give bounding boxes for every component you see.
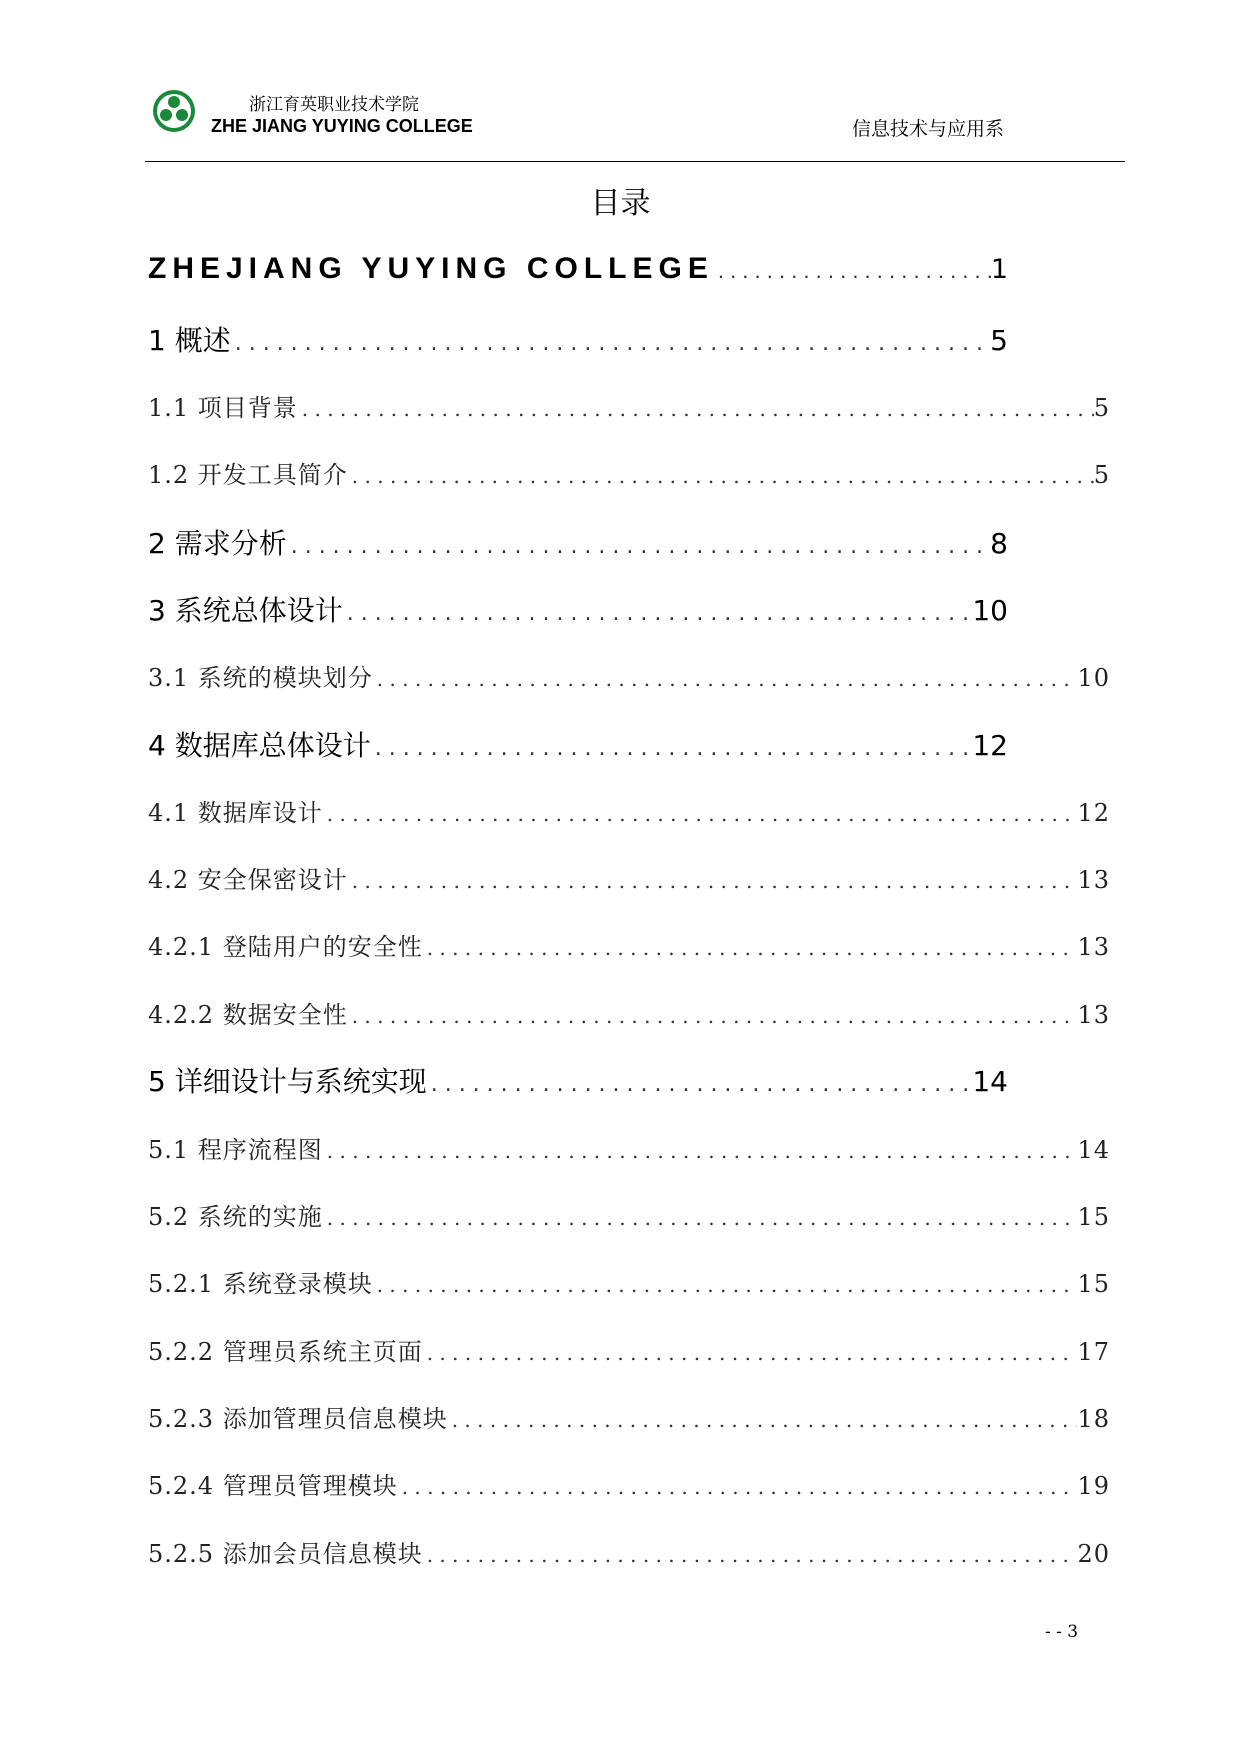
toc-leader-dots <box>323 1139 1078 1163</box>
toc-entry[interactable] <box>148 1399 1110 1434</box>
toc-entry-label: ZHEJIANG YUYING COLLEGE <box>148 252 714 285</box>
toc-entry-label: 5.2.2 管理员系统主页面 <box>148 1338 423 1366</box>
toc-entry[interactable] <box>148 522 1008 562</box>
toc-entry[interactable] <box>148 1332 1110 1367</box>
toc-entry[interactable] <box>148 860 1110 895</box>
page-header <box>145 84 1125 162</box>
toc-entry-label: 1 概述 <box>148 324 231 357</box>
toc-entry-page: 5 <box>990 324 1008 357</box>
toc-entry[interactable] <box>148 658 1110 693</box>
toc-entry[interactable] <box>148 589 1008 629</box>
toc-entry-page: 10 <box>1077 664 1110 692</box>
toc-entry-label: 2 需求分析 <box>148 527 287 560</box>
department-name: 信息技术与应用系 <box>851 118 1004 140</box>
toc-entry[interactable] <box>148 724 1008 764</box>
college-name-cn: 浙江育英职业技术学院 <box>249 95 419 115</box>
toc-entry-page: 12 <box>1077 799 1110 827</box>
toc-entry-label: 4.1 数据库设计 <box>148 799 323 827</box>
toc-leader-dots <box>323 802 1078 826</box>
toc-leader-dots <box>371 736 973 761</box>
toc-entry-label: 5.2.3 添加管理员信息模块 <box>148 1405 448 1433</box>
toc-entry-page: 10 <box>972 594 1008 627</box>
toc-entry-label: 5 详细设计与系统实现 <box>148 1065 427 1098</box>
toc-entry[interactable] <box>148 252 1008 286</box>
toc-entry-page: 19 <box>1077 1472 1110 1500</box>
toc-leader-dots <box>348 869 1078 893</box>
toc-entry[interactable] <box>148 995 1110 1030</box>
college-logo-icon <box>151 88 197 134</box>
toc-entry[interactable] <box>148 1466 1110 1501</box>
toc-entry-page: 5 <box>1093 461 1110 489</box>
toc-entry[interactable] <box>148 793 1110 828</box>
toc-entry-label: 3 系统总体设计 <box>148 594 343 627</box>
toc-leader-dots <box>348 464 1094 488</box>
toc-entry-page: 13 <box>1077 866 1110 894</box>
toc-entry-page: 12 <box>972 729 1008 762</box>
toc-entry[interactable] <box>148 1264 1110 1299</box>
toc-entry-label: 3.1 系统的模块划分 <box>148 664 373 692</box>
toc-leader-dots <box>231 331 990 356</box>
toc-leader-dots <box>298 397 1094 421</box>
toc-leader-dots <box>398 1475 1078 1499</box>
toc-entry-label: 4.2 安全保密设计 <box>148 866 348 894</box>
toc-entry-label: 1.2 开发工具简介 <box>148 461 348 489</box>
toc-leader-dots <box>348 1004 1078 1028</box>
toc-leader-dots <box>423 1543 1078 1567</box>
toc-entry[interactable] <box>148 1197 1110 1232</box>
toc-entry-page: 14 <box>972 1065 1008 1098</box>
toc-entry-page: 1 <box>990 254 1008 285</box>
toc-entry-page: 15 <box>1077 1203 1110 1231</box>
toc-entry-page: 20 <box>1077 1540 1110 1568</box>
toc-leader-dots <box>423 1341 1078 1365</box>
toc-entry[interactable] <box>148 1130 1110 1165</box>
toc-entry-label: 5.2 系统的实施 <box>148 1203 323 1231</box>
toc-entry[interactable] <box>148 927 1110 962</box>
toc-leader-dots <box>714 258 991 284</box>
toc-entry[interactable] <box>148 1534 1110 1569</box>
toc-leader-dots <box>427 1072 973 1097</box>
toc-entry-page: 13 <box>1077 1001 1110 1029</box>
toc-title: 目录 <box>590 186 651 221</box>
toc-entry-page: 14 <box>1077 1136 1110 1164</box>
toc-entry-label: 1.1 项目背景 <box>148 394 298 422</box>
toc-entry[interactable] <box>148 455 1110 490</box>
toc-entry[interactable] <box>148 388 1110 423</box>
toc-entry-page: 5 <box>1093 394 1110 422</box>
page-number: - - 3 <box>1045 1622 1079 1642</box>
toc-leader-dots <box>373 667 1078 691</box>
toc-entry-page: 13 <box>1077 933 1110 961</box>
header-divider <box>145 161 1125 162</box>
college-name-en: ZHE JIANG YUYING COLLEGE <box>211 116 473 136</box>
toc-leader-dots <box>448 1408 1078 1432</box>
toc-entry-label: 4.2.2 数据安全性 <box>148 1001 348 1029</box>
toc-entry[interactable] <box>148 319 1008 359</box>
toc-leader-dots <box>343 601 973 626</box>
toc-entry-page: 15 <box>1077 1270 1110 1298</box>
toc-entry-page: 18 <box>1077 1405 1110 1433</box>
toc-entry-label: 5.2.5 添加会员信息模块 <box>148 1540 423 1568</box>
toc-leader-dots <box>373 1273 1078 1297</box>
toc-entry-label: 4.2.1 登陆用户的安全性 <box>148 933 423 961</box>
toc-entry-label: 4 数据库总体设计 <box>148 729 371 762</box>
toc-entry-page: 8 <box>990 527 1008 560</box>
toc-entry[interactable] <box>148 1060 1008 1100</box>
toc-entry-label: 5.1 程序流程图 <box>148 1136 323 1164</box>
toc-leader-dots <box>287 534 990 559</box>
toc-entry-label: 5.2.4 管理员管理模块 <box>148 1472 398 1500</box>
toc-leader-dots <box>323 1206 1078 1230</box>
toc-entry-label: 5.2.1 系统登录模块 <box>148 1270 373 1298</box>
toc-entry-page: 17 <box>1077 1338 1110 1366</box>
toc-leader-dots <box>423 936 1078 960</box>
